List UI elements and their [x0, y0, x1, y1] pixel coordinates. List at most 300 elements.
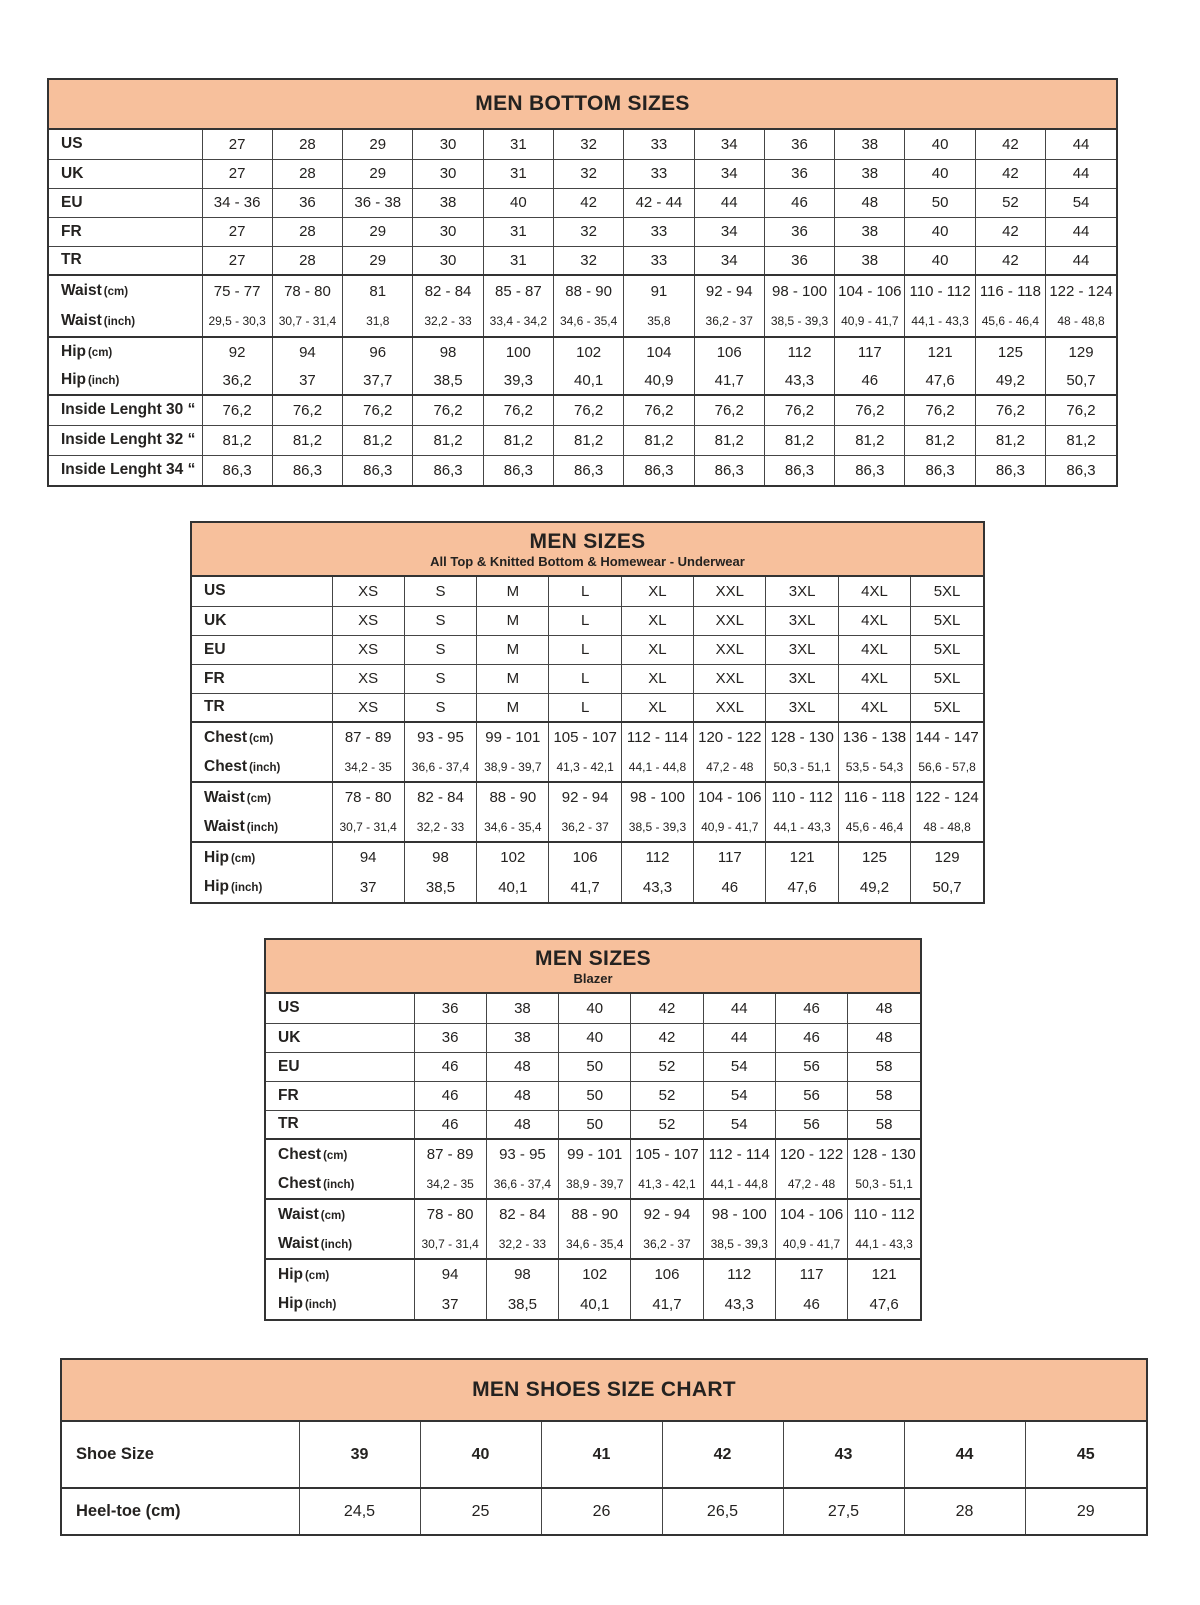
cell-value: 36 - 38 [343, 188, 413, 217]
table-row [266, 1052, 920, 1081]
cell-value: L [549, 606, 621, 635]
cell-value: 37 [272, 366, 342, 395]
row-label [266, 1023, 414, 1052]
cell-value: 48 [486, 1081, 558, 1110]
row-label-text: Waist [61, 282, 102, 299]
table-title: MEN BOTTOM SIZES [475, 92, 690, 116]
cell-value: 38 [835, 217, 905, 246]
cell-value: 117 [775, 1259, 847, 1289]
cell-value: 36 [764, 159, 834, 188]
cell-value: 81,2 [483, 425, 553, 455]
cell-value: 43,3 [703, 1289, 775, 1319]
cell-value: 36,6 - 37,4 [486, 1169, 558, 1199]
cell-value: 82 - 84 [486, 1199, 558, 1229]
cell-value: 30 [413, 159, 483, 188]
cell-value: 32,2 - 33 [486, 1229, 558, 1259]
row-label-unit: (inch) [323, 1178, 355, 1191]
row-label-text: Chest [278, 1174, 322, 1192]
cell-value: XS [332, 664, 404, 693]
cell-value: 41,3 - 42,1 [631, 1169, 703, 1199]
cell-value: 27 [202, 217, 272, 246]
cell-value: 128 - 130 [848, 1139, 920, 1169]
cell-value: 110 - 112 [766, 782, 838, 812]
cell-value: 3XL [766, 635, 838, 664]
cell-value: 94 [332, 842, 404, 872]
cell-value: 81,2 [202, 425, 272, 455]
row-label-text: Heel-toe (cm) [76, 1502, 181, 1520]
cell-value: 42 [975, 130, 1045, 159]
cell-value: 28 [272, 217, 342, 246]
cell-value: 39 [299, 1422, 420, 1488]
table-row [266, 1169, 920, 1199]
cell-value: 3XL [766, 664, 838, 693]
cell-value: 36,2 - 37 [694, 306, 764, 337]
row-label [266, 994, 414, 1023]
cell-value: 116 - 118 [838, 782, 910, 812]
cell-value: 42 [631, 1023, 703, 1052]
row-label [192, 812, 332, 842]
row-label-text: Hip [204, 878, 229, 895]
cell-value: 81,2 [764, 425, 834, 455]
cell-value: 34 [694, 246, 764, 275]
cell-value: 93 - 95 [404, 722, 476, 752]
cell-value: 50,3 - 51,1 [766, 752, 838, 782]
cell-value: S [404, 606, 476, 635]
cell-value: 46 [775, 1289, 847, 1319]
cell-value: 105 - 107 [631, 1139, 703, 1169]
row-label [266, 1052, 414, 1081]
cell-value: 29 [343, 130, 413, 159]
cell-value: XXL [694, 577, 766, 606]
cell-value: L [549, 693, 621, 722]
cell-value: 4XL [838, 577, 910, 606]
cell-value: XL [621, 606, 693, 635]
cell-value: 93 - 95 [486, 1139, 558, 1169]
table-title-bar [266, 940, 920, 994]
cell-value: 46 [414, 1110, 486, 1139]
row-label-text: Waist [278, 1234, 319, 1252]
cell-value: XS [332, 606, 404, 635]
cell-value: 44 [703, 1023, 775, 1052]
row-label-unit: (cm) [246, 792, 272, 805]
cell-value: 85 - 87 [483, 275, 553, 306]
cell-value: 40,9 - 41,7 [775, 1229, 847, 1259]
row-label [49, 159, 202, 188]
row-label-text: Chest [278, 1145, 322, 1163]
cell-value: M [477, 635, 549, 664]
row-label-unit: (cm) [249, 732, 274, 745]
table-row [266, 994, 920, 1023]
row-label [49, 275, 202, 306]
table-row [192, 872, 983, 902]
cell-value: 50,7 [911, 872, 983, 902]
cell-value: 81,2 [975, 425, 1045, 455]
cell-value: 36,6 - 37,4 [404, 752, 476, 782]
cell-value: 91 [624, 275, 694, 306]
cell-value: 3XL [766, 606, 838, 635]
cell-value: 4XL [838, 664, 910, 693]
cell-value: 34,6 - 35,4 [477, 812, 549, 842]
cell-value: 42 [975, 246, 1045, 275]
cell-value: 81,2 [905, 425, 975, 455]
row-label-text: Waist [61, 312, 102, 329]
cell-value: 42 [553, 188, 623, 217]
cell-value: 99 - 101 [559, 1139, 631, 1169]
cell-value: 54 [703, 1110, 775, 1139]
cell-value: 110 - 112 [905, 275, 975, 306]
table-row [192, 812, 983, 842]
table-row [266, 1229, 920, 1259]
cell-value: 82 - 84 [413, 275, 483, 306]
cell-value: 27 [202, 246, 272, 275]
cell-value: 48 [848, 1023, 920, 1052]
row-label-text: Hip [61, 343, 86, 360]
cell-value: L [549, 577, 621, 606]
row-label [49, 366, 202, 395]
cell-value: 106 [631, 1259, 703, 1289]
cell-value: 33 [624, 130, 694, 159]
row-label-unit: (inch) [87, 375, 120, 387]
cell-value: 29 [343, 246, 413, 275]
cell-value: 43,3 [764, 366, 834, 395]
cell-value: XXL [694, 693, 766, 722]
cell-value: XXL [694, 664, 766, 693]
cell-value: 86,3 [272, 455, 342, 485]
cell-value: 76,2 [694, 395, 764, 425]
row-label-text: Chest [204, 728, 248, 746]
cell-value: 117 [835, 337, 905, 366]
cell-value: 34 [694, 217, 764, 246]
cell-value: 41 [541, 1422, 662, 1488]
table-row [49, 306, 1116, 337]
cell-value: 38 [835, 159, 905, 188]
cell-value: 44 [904, 1422, 1025, 1488]
cell-value: 92 [202, 337, 272, 366]
cell-value: 45 [1025, 1422, 1146, 1488]
cell-value: 56 [775, 1110, 847, 1139]
cell-value: 92 - 94 [549, 782, 621, 812]
row-label-text: Hip [278, 1295, 303, 1312]
cell-value: 30,7 - 31,4 [414, 1229, 486, 1259]
cell-value: 98 [404, 842, 476, 872]
cell-value: 50,7 [1046, 366, 1116, 395]
size-table-grid [62, 1422, 1146, 1534]
cell-value: 44 [1046, 217, 1116, 246]
table-row [266, 1139, 920, 1169]
cell-value: 120 - 122 [775, 1139, 847, 1169]
row-label [192, 722, 332, 752]
cell-value: 94 [272, 337, 342, 366]
cell-value: 86,3 [835, 455, 905, 485]
cell-value: 33 [624, 159, 694, 188]
table-row [192, 693, 983, 722]
cell-value: 32 [553, 246, 623, 275]
cell-value: XL [621, 693, 693, 722]
table-row [192, 577, 983, 606]
cell-value: 52 [975, 188, 1045, 217]
cell-value: 45,6 - 46,4 [838, 812, 910, 842]
table-row [62, 1422, 1146, 1488]
cell-value: 40,9 [624, 366, 694, 395]
cell-value: 76,2 [553, 395, 623, 425]
row-label-unit: (inch) [249, 761, 281, 774]
table-title: MEN SHOES SIZE CHART [472, 1378, 736, 1402]
cell-value: 44,1 - 43,3 [766, 812, 838, 842]
cell-value: 129 [1046, 337, 1116, 366]
cell-value: 100 [483, 337, 553, 366]
cell-value: 86,3 [764, 455, 834, 485]
cell-value: 31 [483, 217, 553, 246]
cell-value: 28 [272, 159, 342, 188]
table-title-bar [192, 523, 983, 577]
cell-value: 42 [662, 1422, 783, 1488]
cell-value: 28 [904, 1488, 1025, 1534]
table-row [49, 130, 1116, 159]
table-row [192, 606, 983, 635]
cell-value: 31,8 [343, 306, 413, 337]
cell-value: 102 [477, 842, 549, 872]
cell-value: 35,8 [624, 306, 694, 337]
cell-value: 106 [549, 842, 621, 872]
cell-value: 76,2 [764, 395, 834, 425]
row-label-text: FR [61, 222, 82, 240]
cell-value: 81,2 [553, 425, 623, 455]
cell-value: XXL [694, 635, 766, 664]
table-row [266, 1199, 920, 1229]
row-label [192, 693, 332, 722]
cell-value: 41,3 - 42,1 [549, 752, 621, 782]
cell-value: 121 [848, 1259, 920, 1289]
cell-value: 44 [1046, 159, 1116, 188]
row-label [266, 1259, 414, 1289]
cell-value: 34,6 - 35,4 [559, 1229, 631, 1259]
table-men-shoes-size-chart [60, 1358, 1148, 1536]
cell-value: 34,6 - 35,4 [553, 306, 623, 337]
row-label-text: Inside Lenght 34 “ [61, 461, 196, 479]
cell-value: 120 - 122 [694, 722, 766, 752]
cell-value: 58 [848, 1110, 920, 1139]
cell-value: 46 [775, 1023, 847, 1052]
cell-value: 44 [1046, 246, 1116, 275]
row-label [192, 606, 332, 635]
cell-value: XL [621, 577, 693, 606]
cell-value: 54 [703, 1052, 775, 1081]
cell-value: 40 [905, 130, 975, 159]
cell-value: 46 [414, 1081, 486, 1110]
row-label [192, 782, 332, 812]
cell-value: 46 [694, 872, 766, 902]
cell-value: 29 [343, 159, 413, 188]
cell-value: 47,6 [766, 872, 838, 902]
row-label-text: US [278, 999, 300, 1017]
table-row [266, 1289, 920, 1319]
cell-value: 44,1 - 43,3 [905, 306, 975, 337]
cell-value: 50,3 - 51,1 [848, 1169, 920, 1199]
cell-value: S [404, 693, 476, 722]
table-row [49, 188, 1116, 217]
cell-value: 136 - 138 [838, 722, 910, 752]
cell-value: 104 - 106 [694, 782, 766, 812]
table-row [62, 1488, 1146, 1534]
cell-value: 40 [420, 1422, 541, 1488]
row-label-text: EU [61, 193, 83, 211]
row-label [266, 1139, 414, 1169]
cell-value: 81,2 [272, 425, 342, 455]
cell-value: 76,2 [483, 395, 553, 425]
cell-value: 50 [559, 1110, 631, 1139]
cell-value: 3XL [766, 577, 838, 606]
cell-value: 86,3 [343, 455, 413, 485]
cell-value: 30 [413, 130, 483, 159]
cell-value: 44 [1046, 130, 1116, 159]
row-label [266, 1199, 414, 1229]
cell-value: 48 [848, 994, 920, 1023]
table-row [49, 217, 1116, 246]
cell-value: 38,9 - 39,7 [477, 752, 549, 782]
cell-value: 29 [1025, 1488, 1146, 1534]
cell-value: 81,2 [343, 425, 413, 455]
cell-value: 112 [621, 842, 693, 872]
cell-value: 31 [483, 130, 553, 159]
cell-value: 38 [486, 1023, 558, 1052]
cell-value: 76,2 [905, 395, 975, 425]
cell-value: 46 [764, 188, 834, 217]
row-label-text: Hip [61, 371, 86, 388]
cell-value: 36,2 [202, 366, 272, 395]
cell-value: 43 [783, 1422, 904, 1488]
cell-value: 47,6 [848, 1289, 920, 1319]
row-label-text: EU [278, 1057, 300, 1075]
cell-value: 40 [905, 159, 975, 188]
cell-value: 81 [343, 275, 413, 306]
table-row [192, 782, 983, 812]
cell-value: XS [332, 693, 404, 722]
cell-value: 125 [975, 337, 1045, 366]
row-label-text: TR [61, 251, 82, 269]
cell-value: 86,3 [1046, 455, 1116, 485]
row-label [192, 577, 332, 606]
cell-value: 41,7 [631, 1289, 703, 1319]
cell-value: 32 [553, 159, 623, 188]
cell-value: 40 [559, 994, 631, 1023]
row-label-text: US [61, 135, 83, 153]
cell-value: 98 [413, 337, 483, 366]
table-row [192, 752, 983, 782]
cell-value: 5XL [911, 664, 983, 693]
cell-value: 49,2 [975, 366, 1045, 395]
cell-value: XS [332, 577, 404, 606]
cell-value: 28 [272, 246, 342, 275]
cell-value: 5XL [911, 693, 983, 722]
cell-value: 24,5 [299, 1488, 420, 1534]
cell-value: 38,5 - 39,3 [621, 812, 693, 842]
row-label [49, 337, 202, 366]
row-label [49, 425, 202, 455]
cell-value: S [404, 664, 476, 693]
table-row [49, 246, 1116, 275]
cell-value: 122 - 124 [1046, 275, 1116, 306]
cell-value: 86,3 [694, 455, 764, 485]
cell-value: 4XL [838, 635, 910, 664]
cell-value: 98 - 100 [764, 275, 834, 306]
table-row [266, 1259, 920, 1289]
cell-value: 38,5 - 39,3 [703, 1229, 775, 1259]
cell-value: 87 - 89 [414, 1139, 486, 1169]
cell-value: 76,2 [975, 395, 1045, 425]
cell-value: 86,3 [483, 455, 553, 485]
cell-value: 54 [703, 1081, 775, 1110]
table-subtitle: All Top & Knitted Bottom & Homewear - Underwear [430, 553, 745, 569]
cell-value: 56 [775, 1081, 847, 1110]
cell-value: 30,7 - 31,4 [272, 306, 342, 337]
cell-value: 34 - 36 [202, 188, 272, 217]
cell-value: 76,2 [343, 395, 413, 425]
row-label-text: Waist [204, 817, 245, 835]
row-label-text: TR [278, 1115, 299, 1133]
row-label-unit: (cm) [320, 1209, 346, 1222]
cell-value: 29 [343, 217, 413, 246]
cell-value: XS [332, 635, 404, 664]
cell-value: 86,3 [975, 455, 1045, 485]
cell-value: 34 [694, 130, 764, 159]
cell-value: S [404, 635, 476, 664]
cell-value: XL [621, 664, 693, 693]
cell-value: 29,5 - 30,3 [202, 306, 272, 337]
cell-value: 34,2 - 35 [332, 752, 404, 782]
size-table-grid [49, 130, 1116, 485]
cell-value: 32,2 - 33 [404, 812, 476, 842]
cell-value: 40,9 - 41,7 [694, 812, 766, 842]
cell-value: 37 [332, 872, 404, 902]
table-men-bottom-sizes [47, 78, 1118, 487]
row-label [266, 1081, 414, 1110]
table-row [266, 1081, 920, 1110]
cell-value: 42 [975, 159, 1045, 188]
cell-value: 102 [559, 1259, 631, 1289]
cell-value: 46 [414, 1052, 486, 1081]
cell-value: 36 [764, 246, 834, 275]
cell-value: 81,2 [835, 425, 905, 455]
cell-value: 31 [483, 159, 553, 188]
cell-value: 75 - 77 [202, 275, 272, 306]
row-label [192, 664, 332, 693]
table-row [192, 842, 983, 872]
table-row [49, 395, 1116, 425]
cell-value: 40,1 [559, 1289, 631, 1319]
cell-value: M [477, 664, 549, 693]
cell-value: 88 - 90 [559, 1199, 631, 1229]
cell-value: 37,7 [343, 366, 413, 395]
cell-value: L [549, 635, 621, 664]
cell-value: 104 - 106 [835, 275, 905, 306]
cell-value: 33 [624, 246, 694, 275]
row-label-text: Hip [278, 1265, 303, 1283]
table-row [49, 275, 1116, 306]
row-label-text: Hip [204, 848, 229, 866]
row-label [192, 872, 332, 902]
cell-value: 50 [559, 1081, 631, 1110]
cell-value: 121 [905, 337, 975, 366]
table-row [192, 664, 983, 693]
table-row [192, 722, 983, 752]
cell-value: 38,5 [413, 366, 483, 395]
cell-value: 46 [835, 366, 905, 395]
row-label-text: Inside Lenght 32 “ [61, 431, 196, 448]
cell-value: 40,1 [553, 366, 623, 395]
cell-value: 128 - 130 [766, 722, 838, 752]
table-row [49, 425, 1116, 455]
cell-value: 50 [559, 1052, 631, 1081]
